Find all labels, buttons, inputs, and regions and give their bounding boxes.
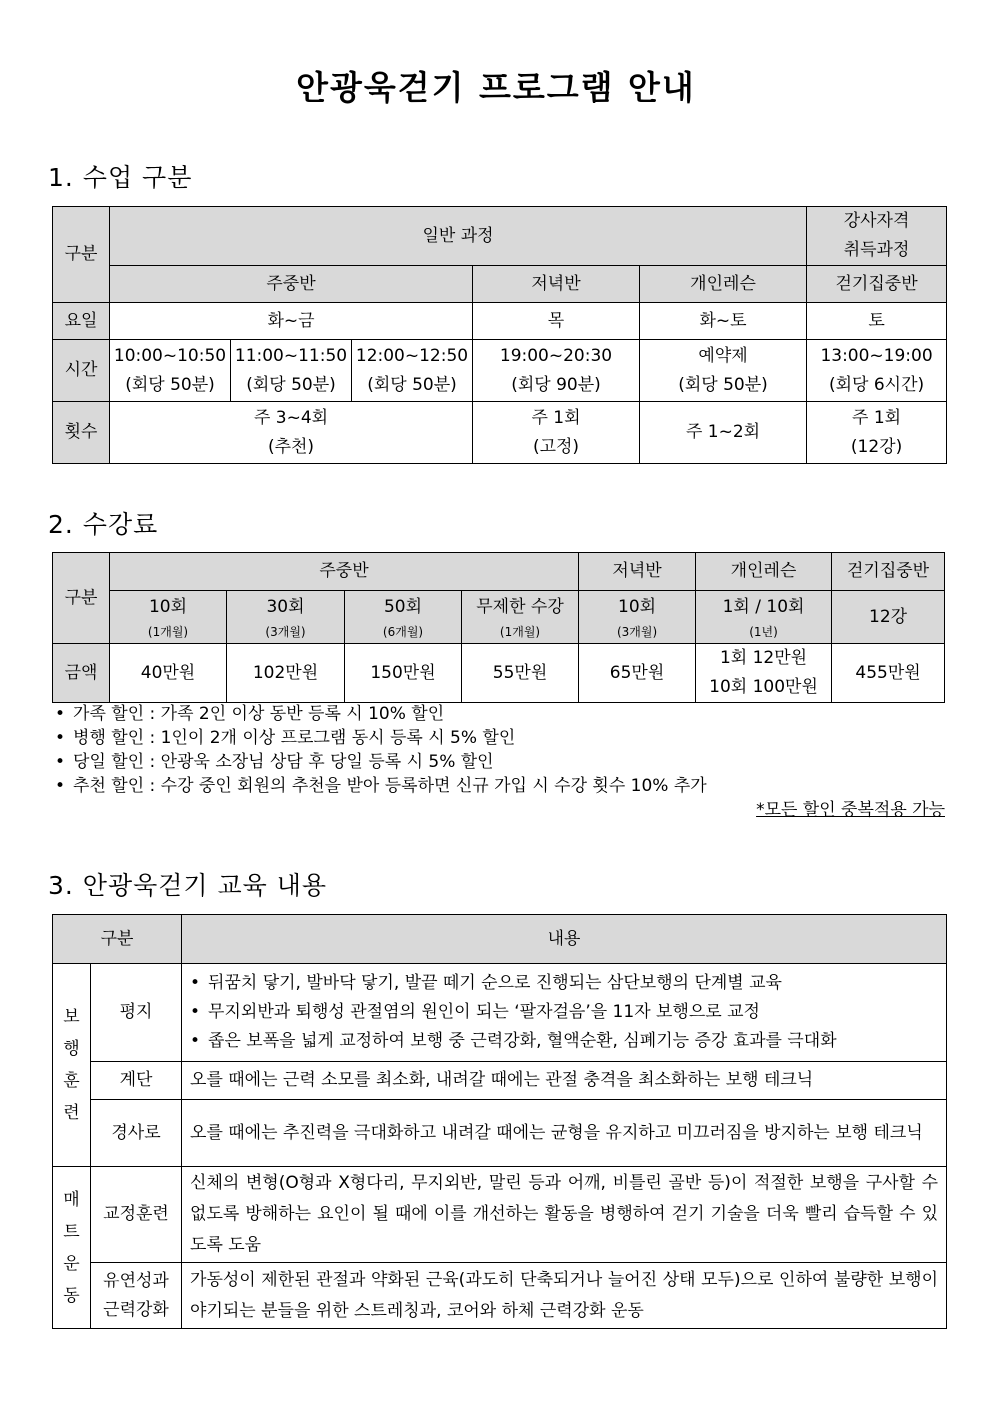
fee-option: 1회 / 10회 (1년)	[696, 591, 832, 644]
header-daytime: 주중반	[110, 266, 473, 303]
time-cell: 10:00~10:50 (회당 50분)	[110, 340, 231, 402]
fee-option: 10회 (1개월)	[110, 591, 227, 644]
section-heading-education: 3. 안광욱걷기 교육 내용	[48, 871, 328, 900]
header-instructor-course: 강사자격 취득과정	[807, 207, 947, 266]
edu-content-flexibility: 가동성이 제한된 관절과 약화된 근육(과도히 단축되거나 늘어진 상태 모두)으로 인하여 불량한 보행이 야기되는 분들을 위한 스트레칭과, 코어와 하체 근력강화 운동	[182, 1263, 947, 1329]
discount-item: • 병행 할인 : 1인이 2개 이상 프로그램 동시 등록 시 5% 할인	[55, 726, 945, 750]
fee-header-private: 개인레슨	[696, 553, 832, 591]
time-cell: 13:00~19:00 (회당 6시간)	[807, 340, 947, 402]
edu-label-slope: 경사로	[91, 1100, 182, 1167]
fee-header-evening: 저녁반	[579, 553, 696, 591]
fee-price-private: 1회 12만원 10회 100만원	[696, 644, 832, 703]
fee-option: 무제한 수강 (1개월)	[462, 591, 579, 644]
header-gubun: 구분	[53, 207, 110, 303]
class-types-table	[52, 206, 947, 464]
edu-header-gubun: 구분	[53, 915, 182, 964]
fee-header-daytime: 주중반	[110, 553, 579, 591]
fee-price: 55만원	[462, 644, 579, 703]
edu-label-flat: 평지	[91, 964, 182, 1062]
fee-header-intensive: 걷기집중반	[832, 553, 945, 591]
edu-content-slope: 오를 때에는 추진력을 극대화하고 내려갈 때에는 균형을 유지하고 미끄러짐을 방지하는 보행 테크닉	[182, 1100, 947, 1167]
edu-content-flat	[182, 964, 947, 1062]
fee-header-gubun: 구분	[53, 553, 110, 644]
count-private: 주 1~2회	[640, 402, 807, 464]
group-mat-exercise: 매 트 운 동	[53, 1167, 91, 1329]
edu-content-correction: 신체의 변형(O형과 X형다리, 무지외반, 말린 등과 어깨, 비틀린 골반 등)이 적절한 보행을 구사할 수 없도록 방해하는 요인이 될 때에 이를 개선하는 활동을 병행하여 걷기 기술을 더욱 빨리 습득할 수 있도록 도움	[182, 1167, 947, 1263]
count-intensive: 주 1회 (12강)	[807, 402, 947, 464]
day-private: 화~토	[640, 303, 807, 340]
row-label-count: 횟수	[53, 402, 110, 464]
list-item: • 좁은 보폭을 넓게 교정하여 보행 중 근력강화, 혈액순환, 심폐기능 증강 효과를 극대화	[190, 1027, 946, 1056]
time-cell: 19:00~20:30 (회당 90분)	[473, 340, 640, 402]
education-table	[52, 914, 947, 1329]
time-cell: 11:00~11:50 (회당 50분)	[231, 340, 352, 402]
fee-row-label-price: 금액	[53, 644, 110, 703]
section-heading-class-types: 1. 수업 구분	[48, 163, 193, 192]
fee-option: 10회 (3개월)	[579, 591, 696, 644]
edu-label-flexibility: 유연성과 근력강화	[91, 1263, 182, 1329]
time-cell: 예약제 (회당 50분)	[640, 340, 807, 402]
header-evening: 저녁반	[473, 266, 640, 303]
row-label-time: 시간	[53, 340, 110, 402]
list-item: • 무지외반과 퇴행성 관절염의 원인이 되는 ‘팔자걸음’을 11자 보행으로 교정	[190, 998, 946, 1027]
fee-option-intensive: 12강	[832, 591, 945, 644]
discount-item: • 가족 할인 : 가족 2인 이상 동반 등록 시 10% 할인	[55, 702, 945, 726]
time-cell: 12:00~12:50 (회당 50분)	[352, 340, 473, 402]
discount-notes	[55, 702, 945, 822]
edu-header-content: 내용	[182, 915, 947, 964]
header-private: 개인레슨	[640, 266, 807, 303]
header-intensive: 걷기집중반	[807, 266, 947, 303]
group-walking-training: 보 행 훈 련	[53, 964, 91, 1167]
count-evening: 주 1회 (고정)	[473, 402, 640, 464]
page-title: 안광욱걷기 프로그램 안내	[296, 68, 696, 107]
row-label-day: 요일	[53, 303, 110, 340]
header-general-course: 일반 과정	[110, 207, 807, 266]
fee-option: 50회 (6개월)	[345, 591, 462, 644]
fee-price: 40만원	[110, 644, 227, 703]
day-daytime: 화~금	[110, 303, 473, 340]
edu-label-stairs: 계단	[91, 1062, 182, 1100]
edu-content-stairs: 오를 때에는 근력 소모를 최소화, 내려갈 때에는 관절 충격을 최소화하는 보행 테크닉	[182, 1062, 947, 1100]
fee-price: 65만원	[579, 644, 696, 703]
discount-item: • 추천 할인 : 수강 중인 회원의 추천을 받아 등록하면 신규 가입 시 수강 횟수 10% 추가	[55, 774, 945, 798]
discount-item: • 당일 할인 : 안광욱 소장님 상담 후 당일 등록 시 5% 할인	[55, 750, 945, 774]
fee-price: 150만원	[345, 644, 462, 703]
fee-price: 102만원	[227, 644, 345, 703]
fee-price-intensive: 455만원	[832, 644, 945, 703]
count-daytime: 주 3~4회 (추천)	[110, 402, 473, 464]
edu-label-correction: 교정훈련	[91, 1167, 182, 1263]
day-evening: 목	[473, 303, 640, 340]
fee-option: 30회 (3개월)	[227, 591, 345, 644]
discount-footnote: *모든 할인 중복적용 가능	[756, 800, 945, 820]
list-item: • 뒤꿈치 닿기, 발바닥 닿기, 발끝 떼기 순으로 진행되는 삼단보행의 단계별 교육	[190, 969, 946, 998]
fees-table	[52, 552, 945, 703]
day-intensive: 토	[807, 303, 947, 340]
section-heading-fees: 2. 수강료	[48, 510, 159, 539]
